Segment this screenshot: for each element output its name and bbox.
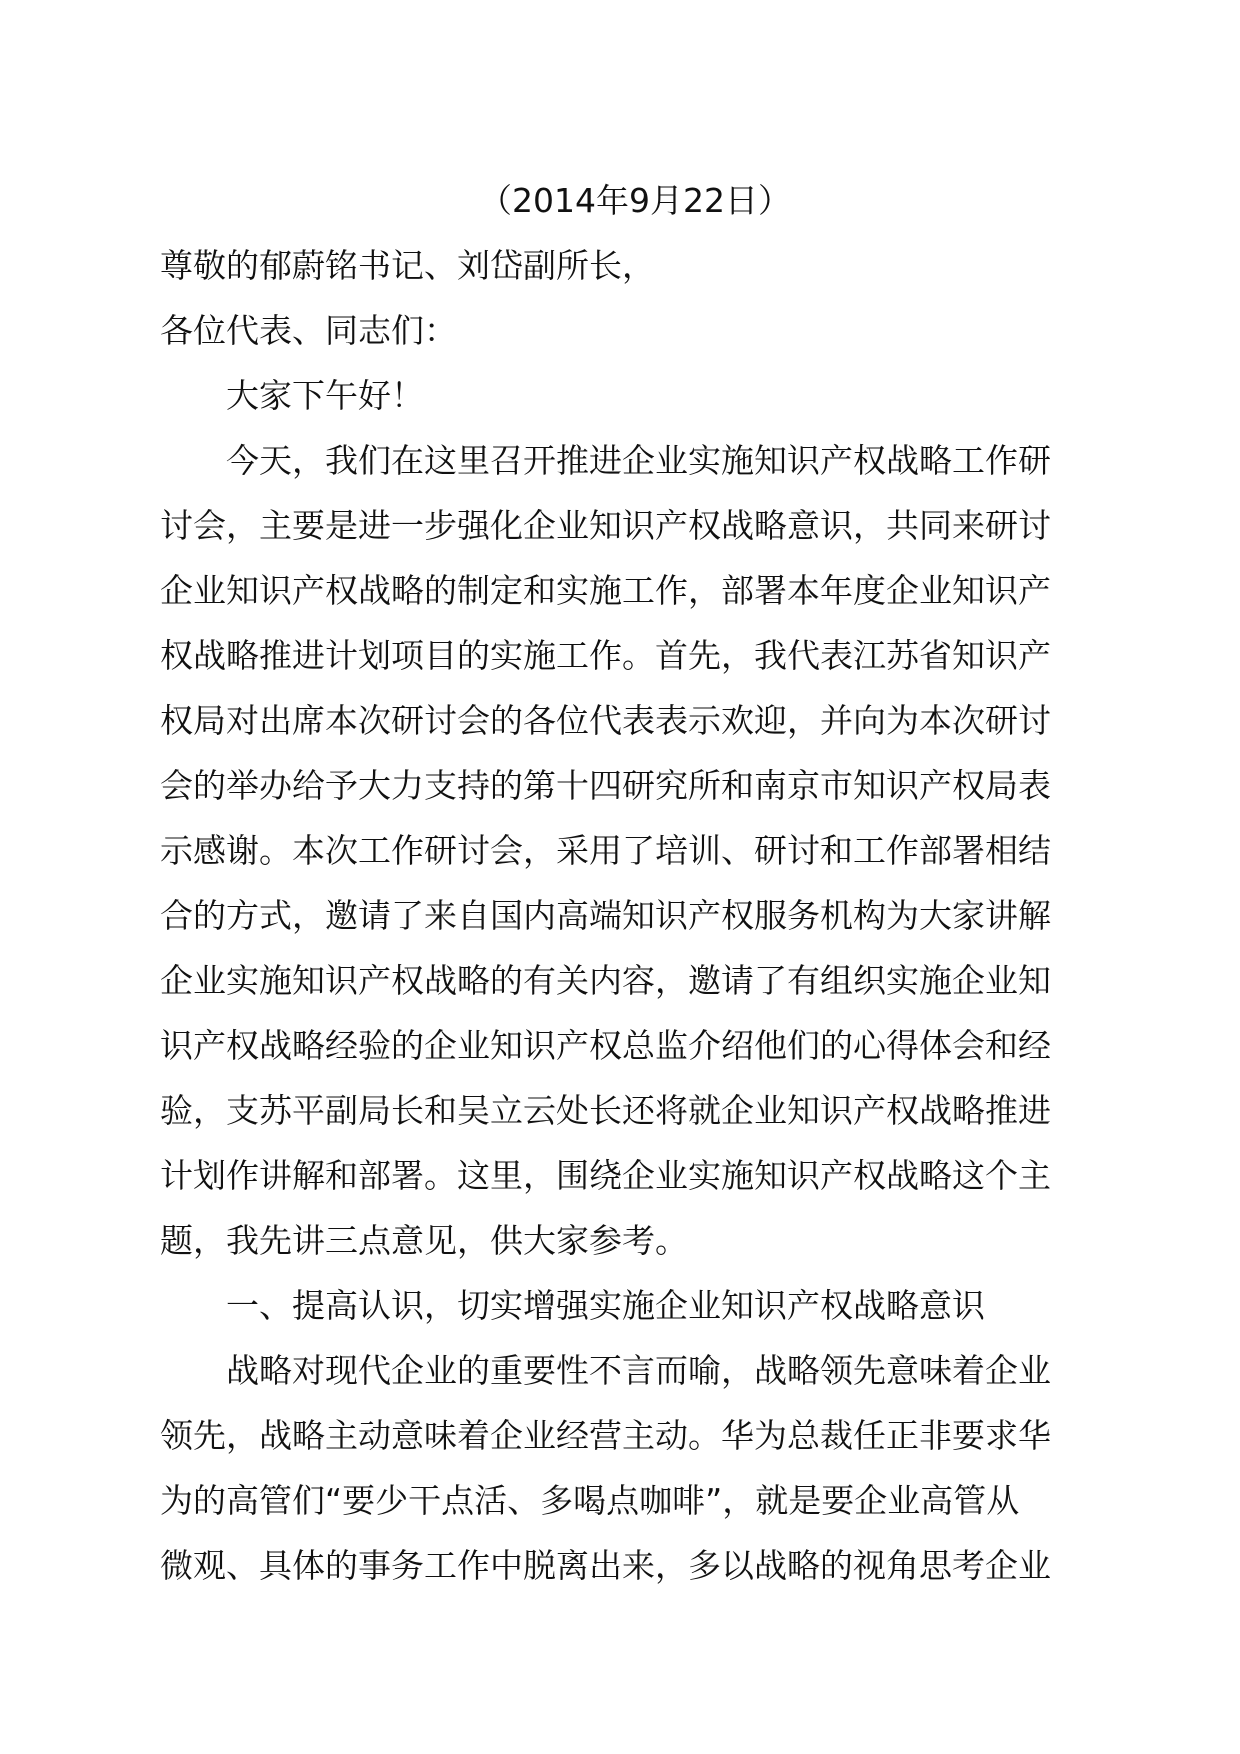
paragraph-line: 领先，战略主动意味着企业经营主动。华为总裁任正非要求华 [160,1416,1051,1455]
greeting: 大家下午好！ [226,376,424,415]
paragraph-line: 今天，我们在这里召开推进企业实施知识产权战略工作研 [226,441,1051,480]
paragraph-line: 合的方式，邀请了来自国内高端知识产权服务机构为大家讲解 [160,896,1051,935]
paragraph-line: 会的举办给予大力支持的第十四研究所和南京市知识产权局表 [160,766,1051,805]
salutation-line: 各位代表、同志们： [160,311,457,350]
document-body [160,168,1090,1598]
paragraph-line: 题，我先讲三点意见，供大家参考。 [160,1221,688,1260]
paragraph-line: 识产权战略经验的企业知识产权总监介绍他们的心得体会和经 [160,1026,1051,1065]
section-paragraph [160,1338,1090,1598]
paragraph-line: 微观、具体的事务工作中脱离出来，多以战略的视角思考企业 [160,1546,1051,1585]
speech-date: （2014年9月22日） [479,181,791,220]
paragraph-line: 为的高管们“要少干点活、多喝点咖啡”，就是要企业高管从 [160,1481,1020,1520]
paragraph-line: 权战略推进计划项目的实施工作。首先，我代表江苏省知识产 [160,636,1051,675]
intro-paragraph [160,428,1090,1273]
paragraph-line: 讨会，主要是进一步强化企业知识产权战略意识，共同来研讨 [160,506,1051,545]
paragraph-line: 验，支苏平副局长和吴立云处长还将就企业知识产权战略推进 [160,1091,1051,1130]
paragraph-line: 战略对现代企业的重要性不言而喻，战略领先意味着企业 [226,1351,1051,1390]
section-heading: 一、提高认识，切实增强实施企业知识产权战略意识 [226,1286,985,1325]
paragraph-line: 企业实施知识产权战略的有关内容，邀请了有组织实施企业知 [160,961,1051,1000]
salutation-line: 尊敬的郁蔚铭书记、刘岱副所长， [160,246,655,285]
paragraph-line: 计划作讲解和部署。这里，围绕企业实施知识产权战略这个主 [160,1156,1051,1195]
paragraph-line: 权局对出席本次研讨会的各位代表表示欢迎，并向为本次研讨 [160,701,1051,740]
paragraph-line: 企业知识产权战略的制定和实施工作，部署本年度企业知识产 [160,571,1051,610]
paragraph-line: 示感谢。本次工作研讨会，采用了培训、研讨和工作部署相结 [160,831,1051,870]
